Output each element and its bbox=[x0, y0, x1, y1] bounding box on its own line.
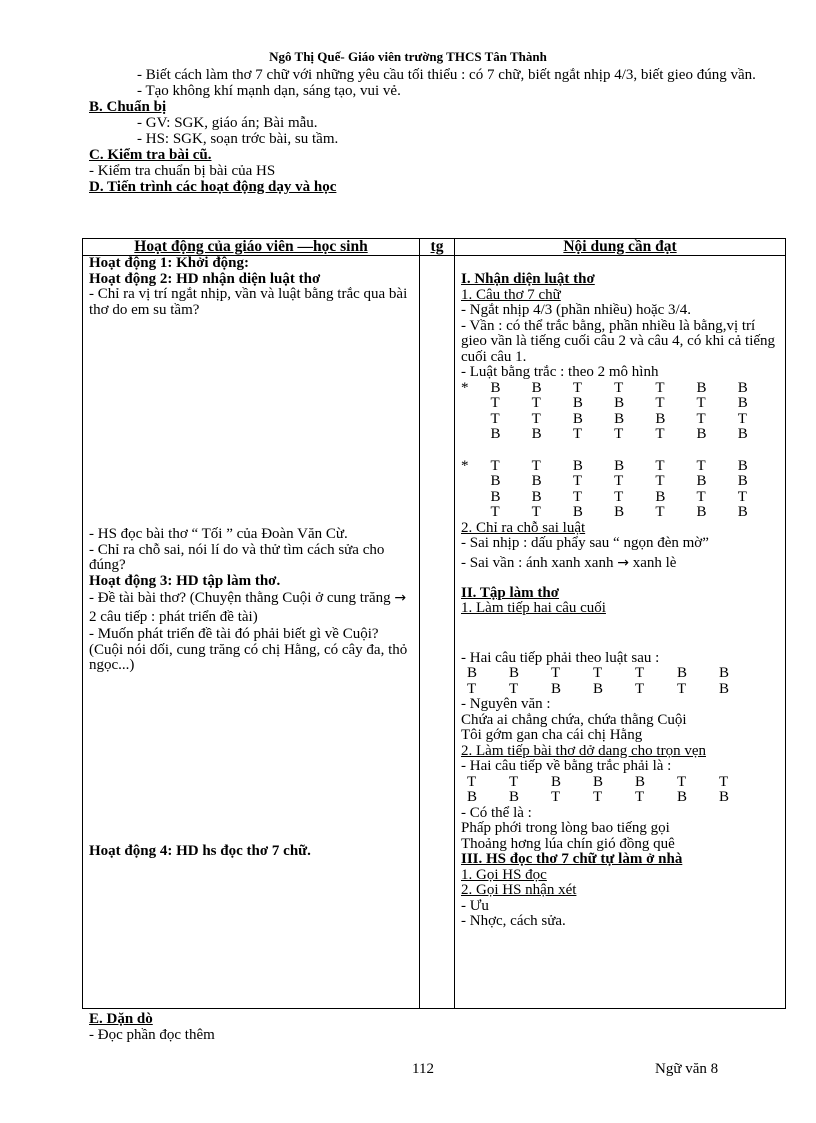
tone-row bbox=[461, 412, 779, 428]
tone-row bbox=[461, 490, 779, 506]
tone-cell: T bbox=[531, 457, 541, 474]
cuoi-question: - Muốn phát triển đề tài đó phải biết gì về Cuội? bbox=[89, 626, 379, 642]
table-body-row bbox=[83, 256, 786, 1009]
tone-cell: B bbox=[531, 473, 542, 489]
tone-cell: B bbox=[572, 410, 583, 427]
tone-cell: T bbox=[614, 426, 624, 442]
tone-cell: T bbox=[593, 789, 603, 805]
part-3-title: III. HS đọc thơ 7 chữ tự làm ở nhà bbox=[461, 851, 683, 867]
tone-cell: T bbox=[467, 680, 477, 697]
tone-cell: T bbox=[614, 488, 624, 505]
lesson-table bbox=[82, 238, 786, 1009]
tone-row-marker bbox=[461, 427, 490, 443]
tone-cell: B bbox=[490, 488, 501, 505]
topic-continuation: 2 câu tiếp : phát triển đề tài) bbox=[89, 609, 258, 625]
tone-cell: T bbox=[551, 665, 561, 681]
tone-cell: T bbox=[719, 773, 729, 790]
tone-cell: T bbox=[677, 680, 687, 697]
section-b-item-1: - GV: SGK, giáo án; Bài mẫu. bbox=[137, 115, 318, 131]
tone-model-4 bbox=[461, 775, 779, 806]
tone-cell: T bbox=[531, 410, 541, 427]
original-label: - Nguyên văn : bbox=[461, 696, 551, 712]
section-b-title: B. Chuẩn bị bbox=[89, 99, 167, 115]
table-header-row bbox=[83, 239, 786, 256]
activity-1-title: Hoạt động 1: Khởi động: bbox=[89, 255, 250, 271]
subject-label: Ngữ văn 8 bbox=[655, 1061, 719, 1077]
tone-cell: T bbox=[509, 680, 519, 697]
tone-cell: B bbox=[572, 504, 583, 520]
tone-cell: B bbox=[531, 488, 542, 505]
tone-cell: B bbox=[490, 473, 501, 489]
tone-cell: B bbox=[531, 426, 542, 442]
tone-cell: B bbox=[614, 410, 625, 427]
part-2-sub-2: 2. Làm tiếp bài thơ dở dang cho trọn vẹn bbox=[461, 742, 706, 759]
section-e-title: E. Dặn dò bbox=[89, 1011, 153, 1027]
part-2-title: II. Tập làm thơ bbox=[461, 584, 560, 601]
tone-cell: T bbox=[677, 773, 687, 790]
tone-row-marker bbox=[461, 474, 490, 490]
tone-row bbox=[461, 666, 779, 682]
tone-cell: B bbox=[677, 789, 688, 805]
tone-cell: B bbox=[655, 410, 666, 427]
intro-line-1: - Biết cách làm thơ 7 chữ với những yêu cầu tối thiểu : có 7 chữ, biết ngắt nhịp 4/3, biết gieo đúng vần. bbox=[137, 67, 756, 83]
tone-cell: T bbox=[696, 457, 706, 474]
tone-cell: T bbox=[572, 379, 583, 396]
tone-cell: T bbox=[490, 410, 500, 427]
tone-row bbox=[461, 474, 779, 490]
tone-cell: T bbox=[467, 773, 477, 790]
part-3-sub-2: 2. Gọi HS nhận xét bbox=[461, 882, 577, 898]
tone-cell: B bbox=[737, 504, 748, 520]
tone-model-3 bbox=[461, 666, 779, 697]
tone-cell: T bbox=[737, 488, 747, 505]
tone-cell: B bbox=[655, 488, 666, 505]
tone-cell: B bbox=[696, 504, 707, 520]
section-c-title: C. Kiểm tra bài cũ. bbox=[89, 147, 212, 163]
tone-cell: B bbox=[572, 395, 583, 411]
tone-row bbox=[461, 682, 779, 698]
possible-label: - Có thể là : bbox=[461, 804, 532, 821]
part-3-sub-1: 1. Gọi HS đọc bbox=[461, 866, 547, 883]
tone-cell: T bbox=[655, 395, 665, 411]
activity-3-title: Hoạt động 3: HD tập làm thơ. bbox=[89, 572, 281, 589]
part-1-sub-2: 2. Chỉ ra chỗ sai luật bbox=[461, 519, 586, 536]
lesson-intro bbox=[89, 67, 769, 195]
tone-cell: B bbox=[490, 426, 501, 442]
tone-cell: B bbox=[593, 773, 604, 790]
tone-cell: T bbox=[490, 457, 500, 474]
time-column bbox=[420, 256, 455, 1009]
possible-line-1: Phấp phới trong lòng bao tiếng gọi bbox=[461, 820, 670, 836]
tone-cell: T bbox=[655, 457, 665, 474]
tone-cell: T bbox=[635, 680, 645, 697]
tone-cell: T bbox=[551, 789, 561, 805]
tone-cell: T bbox=[696, 395, 706, 411]
section-c-item-1: - Kiểm tra chuẩn bị bài của HS bbox=[89, 163, 276, 179]
tone-cell: T bbox=[593, 665, 603, 681]
tone-row-marker: * bbox=[461, 457, 469, 474]
activity-2-title: Hoạt động 2: HD nhận diện luật thơ bbox=[89, 270, 321, 287]
tone-cell: B bbox=[572, 457, 583, 474]
tone-cell: T bbox=[490, 504, 500, 520]
strengths-text: - Ưu bbox=[461, 897, 489, 914]
tone-cell: B bbox=[696, 473, 707, 489]
tone-row-marker: * bbox=[461, 379, 469, 396]
tone-rule-text: - Luật bằng trắc : theo 2 mô hình bbox=[461, 364, 659, 380]
tone-row-marker bbox=[461, 396, 490, 412]
tone-cell: B bbox=[551, 773, 562, 790]
tone-row-marker bbox=[461, 412, 490, 428]
tone-row bbox=[461, 505, 779, 521]
tone-row bbox=[461, 459, 779, 475]
tone-cell: B bbox=[696, 379, 707, 396]
original-line-2: Tôi gớm gan cha cái chị Hằng bbox=[461, 727, 643, 743]
tone-cell: B bbox=[614, 457, 625, 474]
section-e-item-1: - Đọc phần đọc thêm bbox=[89, 1027, 215, 1043]
part-1-sub-1: 1. Câu thơ 7 chữ bbox=[461, 286, 561, 303]
tone-cell: B bbox=[614, 504, 625, 520]
tone-cell: B bbox=[635, 773, 646, 790]
tone-cell: B bbox=[737, 395, 748, 411]
page-number: 112 bbox=[412, 1061, 434, 1077]
tone-cell: B bbox=[737, 426, 748, 442]
tone-cell: T bbox=[509, 773, 519, 790]
rhythm-error: - Sai nhịp : dấu phẩy sau “ ngọn đèn mờ” bbox=[461, 535, 709, 551]
tone-cell: T bbox=[696, 410, 706, 427]
topic-question: - Đề tài bài thơ? (Chuyện thằng Cuội ở cung trăng bbox=[89, 590, 391, 606]
tone-cell: B bbox=[719, 680, 730, 697]
rhythm-text: - Ngắt nhịp 4/3 (phần nhiều) hoặc 3/4. bbox=[461, 302, 691, 318]
arrow-right-icon: → bbox=[394, 590, 407, 606]
tone-cell: T bbox=[635, 665, 645, 681]
tone-row bbox=[461, 790, 779, 806]
tone-row bbox=[461, 396, 779, 412]
tone-cell: B bbox=[719, 789, 730, 805]
tone-cell: T bbox=[614, 473, 624, 489]
intro-line-2: - Tạo không khí mạnh dạn, sáng tạo, vui vẻ. bbox=[137, 83, 401, 99]
find-errors-text: - Chỉ ra chỗ sai, nói lí do và thử tìm cách sửa cho đúng? bbox=[89, 541, 385, 573]
tone-cell: T bbox=[696, 488, 706, 505]
header-teacher-student: Hoạt động của giáo viên —học sinh bbox=[83, 239, 420, 256]
tone-cell: B bbox=[531, 379, 542, 396]
tone-cell: B bbox=[490, 379, 501, 396]
section-d-title: D. Tiến trình các hoạt động dạy và học bbox=[89, 179, 337, 195]
tone-row bbox=[461, 775, 779, 791]
original-line-1: Chứa ai chẳng chứa, chứa thằng Cuội bbox=[461, 711, 687, 728]
tone-cell: B bbox=[509, 665, 520, 681]
page-header: Ngô Thị Quế- Giáo viên trường THCS Tân Thành bbox=[269, 49, 547, 64]
tone-model-2 bbox=[461, 459, 779, 521]
tone-row-marker bbox=[461, 505, 490, 521]
activities-column bbox=[83, 256, 420, 1009]
tone-cell: B bbox=[737, 379, 748, 396]
tone-cell: B bbox=[737, 457, 748, 474]
tone-cell: B bbox=[593, 680, 604, 697]
tone-cell: B bbox=[614, 395, 625, 411]
rhyme-text: - Vần : có thể trắc bằng, phần nhiều là bằng,vị trí gieo vần là tiếng cuối câu 2 và câu 4, có khi cả tiếng cuối câu 1. bbox=[461, 317, 776, 365]
rhyme-error: - Sai vần : ánh xanh xanh bbox=[461, 554, 614, 571]
completion-rule: - Hai câu tiếp về bằng trắc phải là : bbox=[461, 758, 672, 774]
tone-row bbox=[461, 381, 779, 397]
tone-cell: T bbox=[572, 473, 583, 489]
cuoi-answer: (Cuội nói dối, cung trăng có chị Hằng, có cây đa, thỏ ngọc...) bbox=[89, 641, 408, 673]
tone-cell: T bbox=[655, 504, 665, 520]
activity-2-text: - Chỉ ra vị trí ngắt nhịp, vần và luật bằng trắc qua bài thơ do em su tầm? bbox=[89, 286, 408, 318]
tone-cell: T bbox=[655, 426, 665, 442]
rhyme-fix: xanh lè bbox=[632, 554, 677, 571]
tone-row bbox=[461, 427, 779, 443]
read-poem-text: - HS đọc bài thơ “ Tối ” của Đoàn Văn Cừ. bbox=[89, 526, 348, 542]
footer-section bbox=[89, 1011, 215, 1043]
weaknesses-text: - Nhợc, cách sửa. bbox=[461, 913, 566, 929]
tone-cell: B bbox=[467, 665, 478, 681]
tone-cell: T bbox=[572, 488, 583, 505]
tone-cell: T bbox=[635, 789, 645, 805]
tone-cell: B bbox=[467, 789, 478, 805]
arrow-right-icon: → bbox=[617, 554, 629, 571]
header-time: tg bbox=[420, 239, 455, 256]
content-column bbox=[455, 256, 786, 1009]
part-1-title: I. Nhận diện luật thơ bbox=[461, 271, 595, 287]
tone-cell: B bbox=[509, 789, 520, 805]
tone-row-marker bbox=[461, 490, 490, 506]
tone-model-1 bbox=[461, 381, 779, 443]
part-2-sub-1: 1. Làm tiếp hai câu cuối bbox=[461, 600, 606, 616]
activity-4-title: Hoạt động 4: HD hs đọc thơ 7 chữ. bbox=[89, 842, 311, 859]
tone-cell: T bbox=[531, 504, 541, 520]
tone-cell: B bbox=[737, 473, 748, 489]
tone-cell: T bbox=[490, 395, 500, 411]
tone-cell: B bbox=[677, 665, 688, 681]
tone-cell: B bbox=[696, 426, 707, 442]
tone-cell: T bbox=[655, 379, 665, 396]
next-lines-rule: - Hai câu tiếp phải theo luật sau : bbox=[461, 649, 660, 666]
possible-line-2: Thoảng hơng lúa chín gió đồng quê bbox=[461, 835, 675, 852]
tone-cell: B bbox=[551, 680, 562, 697]
header-content: Nội dung cần đạt bbox=[455, 239, 786, 256]
tone-cell: T bbox=[614, 379, 624, 396]
tone-cell: T bbox=[655, 473, 665, 489]
tone-cell: T bbox=[737, 410, 747, 427]
tone-cell: T bbox=[531, 395, 541, 411]
section-b-item-2: - HS: SGK, soạn trớc bài, su tầm. bbox=[137, 131, 339, 147]
tone-cell: T bbox=[572, 426, 583, 442]
tone-cell: B bbox=[719, 665, 730, 681]
